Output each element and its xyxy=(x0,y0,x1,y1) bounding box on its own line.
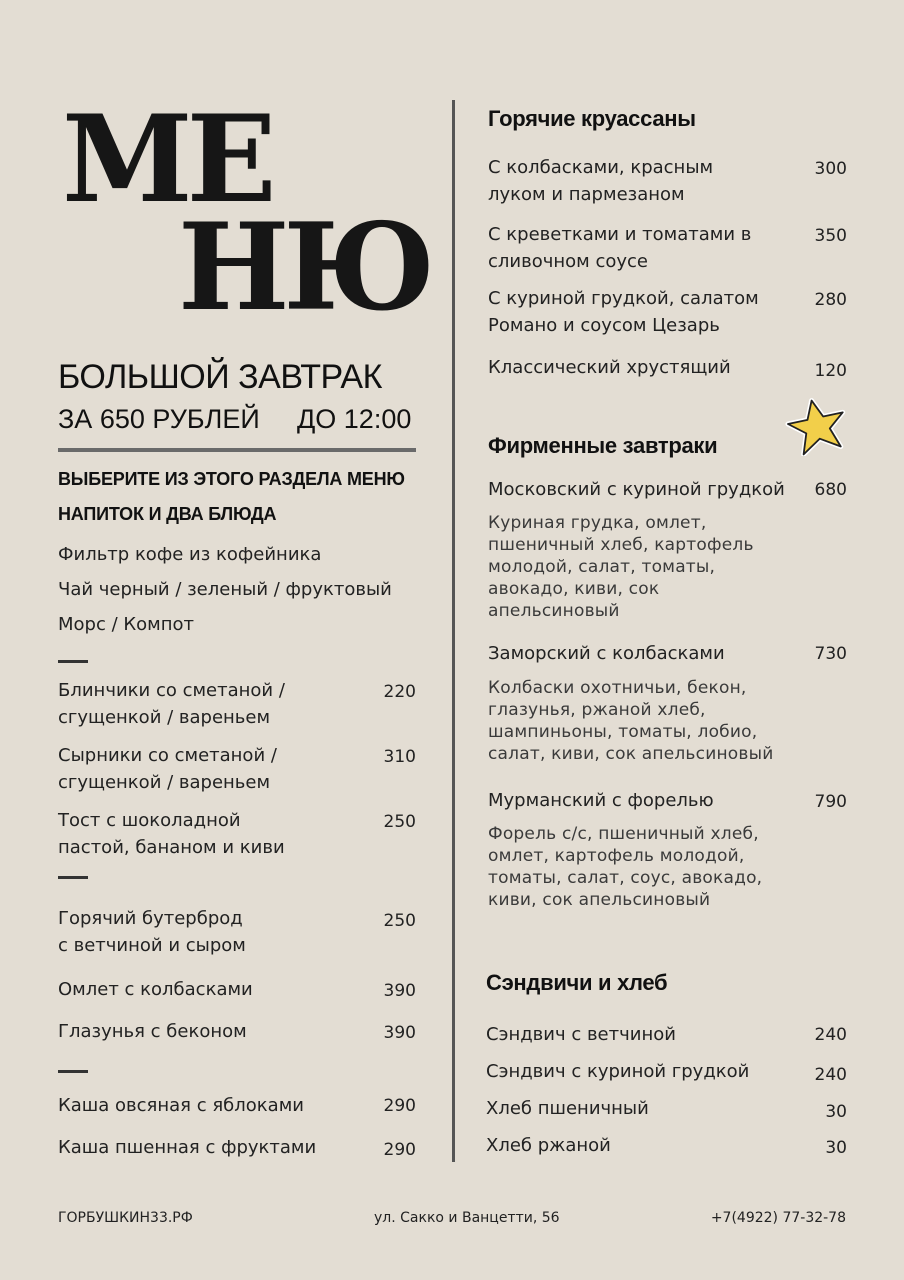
menu-item-price: 790 xyxy=(814,792,847,812)
menu-item-description: Куриная грудка, омлет, пшеничный хлеб, картофель молодой, салат, томаты, авокадо, киви, сок апельсиновый xyxy=(488,513,754,621)
menu-item: С колбасками, красным луком и пармезаном xyxy=(488,157,714,205)
promo-price: ЗА 650 РУБЛЕЙ xyxy=(58,404,260,434)
menu-item: Омлет с колбасками xyxy=(58,979,253,1000)
section-dash xyxy=(58,660,88,663)
footer-website: ГОРБУШКИН33.РФ xyxy=(58,1210,193,1226)
menu-item-price: 250 xyxy=(383,812,416,832)
column-divider xyxy=(452,100,455,1162)
menu-item: Сэндвич с куриной грудкой xyxy=(486,1061,750,1082)
menu-item: С креветками и томатами в сливочном соусе xyxy=(488,224,752,272)
menu-item-description: Форель с/с, пшеничный хлеб, омлет, картофель молодой, томаты, салат, соус, авокадо, киви, сок апельсиновый xyxy=(488,824,763,910)
menu-item: С куриной грудкой, салатом Романо и соусом Цезарь xyxy=(488,288,759,336)
drink-item: Чай черный / зеленый / фруктовый xyxy=(58,579,392,600)
menu-item: Хлеб ржаной xyxy=(486,1135,611,1156)
menu-item: Сэндвич с ветчиной xyxy=(486,1024,676,1045)
menu-item-price: 120 xyxy=(814,361,847,381)
menu-item-price: 290 xyxy=(383,1096,416,1116)
menu-item: Заморский с колбасками xyxy=(488,643,725,664)
section-heading-signature: Фирменные завтраки xyxy=(488,433,718,458)
menu-item-price: 350 xyxy=(814,226,847,246)
menu-item-price: 730 xyxy=(814,644,847,664)
menu-item-price: 390 xyxy=(383,1023,416,1043)
instruction-line-2: НАПИТОК И ДВА БЛЮДА xyxy=(58,504,277,524)
menu-item: Каша пшенная с фруктами xyxy=(58,1137,317,1158)
menu-item-price: 290 xyxy=(383,1140,416,1160)
menu-item-price: 240 xyxy=(814,1065,847,1085)
menu-item: Горячий бутерброд с ветчиной и сыром xyxy=(58,908,246,956)
menu-item: Глазунья с беконом xyxy=(58,1021,247,1042)
menu-item: Блинчики со сметаной / сгущенкой / вареньем xyxy=(58,680,285,728)
menu-item: Сырники со сметаной / сгущенкой / вареньем xyxy=(58,745,277,793)
menu-item-price: 300 xyxy=(814,159,847,179)
footer-phone: +7(4922) 77-32-78 xyxy=(710,1210,846,1226)
menu-item-price: 30 xyxy=(825,1138,847,1158)
promo-headline: БОЛЬШОЙ ЗАВТРАК xyxy=(58,358,382,396)
menu-title-line-1: МЕ xyxy=(62,87,271,230)
menu-item: Московский с куриной грудкой xyxy=(488,479,785,500)
menu-item-price: 30 xyxy=(825,1102,847,1122)
menu-item-price: 280 xyxy=(814,290,847,310)
drink-item: Морс / Компот xyxy=(58,614,195,635)
drink-item: Фильтр кофе из кофейника xyxy=(58,544,322,565)
menu-item: Каша овсяная с яблоками xyxy=(58,1095,304,1116)
menu-item: Хлеб пшеничный xyxy=(486,1098,649,1119)
menu-item-price: 680 xyxy=(814,480,847,500)
menu-item-price: 250 xyxy=(383,911,416,931)
section-heading-sandwiches: Сэндвичи и хлеб xyxy=(486,970,668,995)
promo-divider xyxy=(58,448,416,452)
menu-item-price: 310 xyxy=(383,747,416,767)
menu-item: Мурманский с форелью xyxy=(488,790,714,811)
footer-address: ул. Сакко и Ванцетти, 56 xyxy=(374,1210,560,1226)
instruction-line-1: ВЫБЕРИТЕ ИЗ ЭТОГО РАЗДЕЛА МЕНЮ xyxy=(58,469,405,489)
promo-time: ДО 12:00 xyxy=(297,404,412,434)
menu-item-price: 220 xyxy=(383,682,416,702)
section-heading-croissants: Горячие круассаны xyxy=(488,106,696,131)
menu-item: Тост с шоколадной пастой, бананом и киви xyxy=(58,810,285,858)
menu-item-price: 240 xyxy=(814,1025,847,1045)
menu-title-line-2: НЮ xyxy=(178,195,430,338)
section-dash xyxy=(58,876,88,879)
menu-item-description: Колбаски охотничьи, бекон, глазунья, ржаной хлеб, шампиньоны, томаты, лобио, салат, киви, сок апельсиновый xyxy=(488,678,774,764)
menu-item: Классический хрустящий xyxy=(488,357,731,378)
star-icon xyxy=(784,396,850,456)
section-dash xyxy=(58,1070,88,1073)
menu-item-price: 390 xyxy=(383,981,416,1001)
